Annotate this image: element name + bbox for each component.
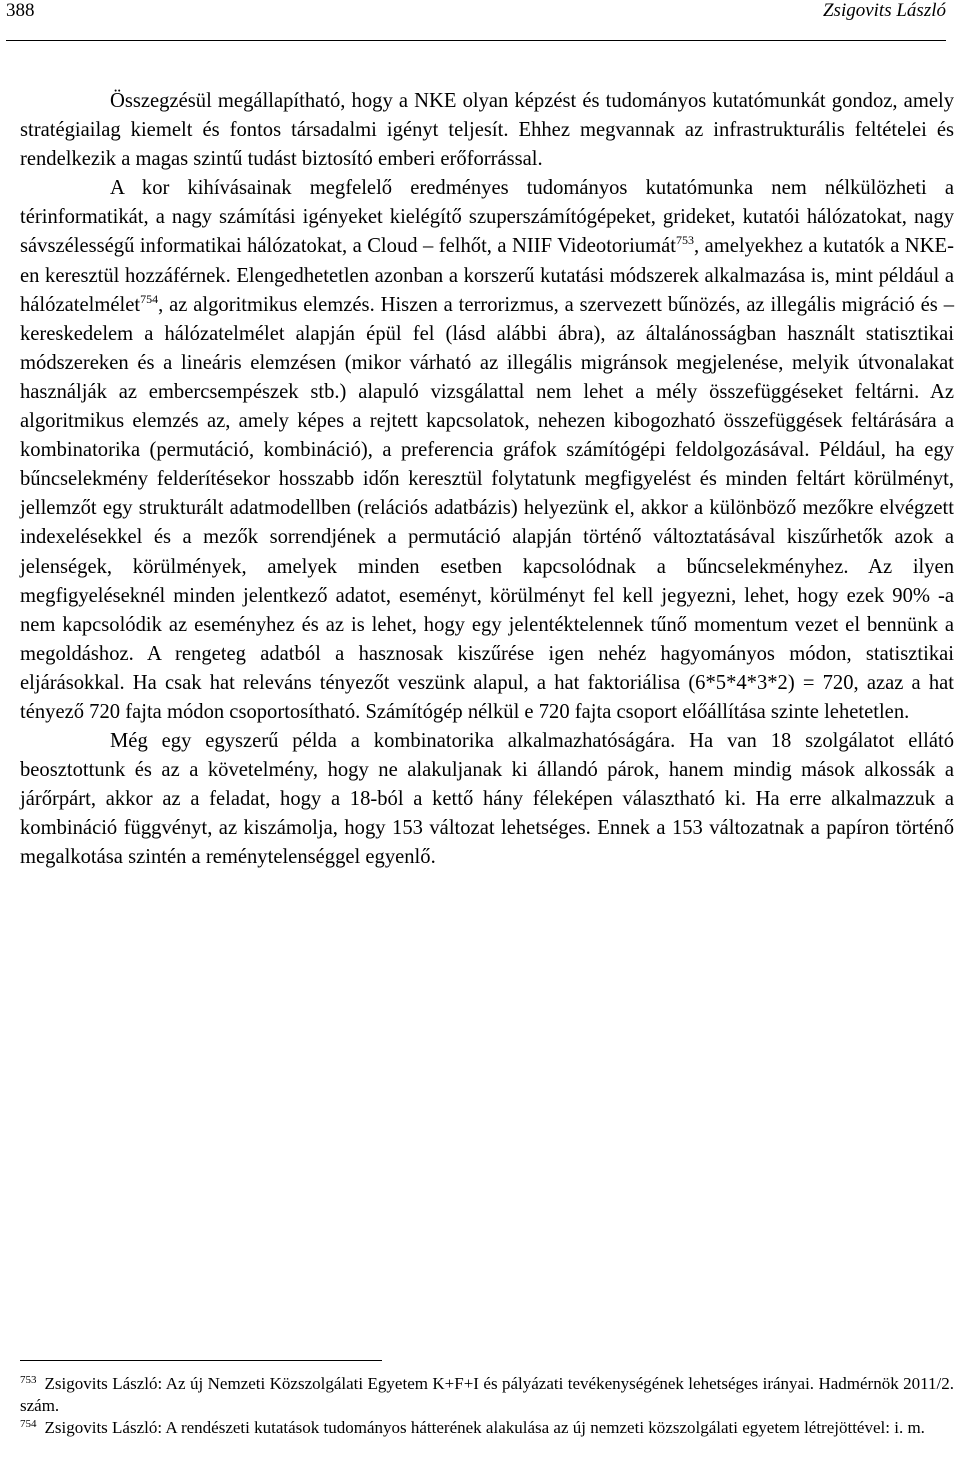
footnote-number: 754 (20, 1418, 37, 1430)
paragraph-text: , amelyekhez a kutatók a NKE-en keresztül hozzáférnek. Elengedhetetlen azonban a korszerű kutatási módszerek alkalmazása is, mint például a hálózatelmélet (20, 235, 954, 316)
paragraph-text: A kor kihívásainak megfelelő eredményes tudományos kutatómunka nem nélkülözheti a térinformatikát, a nagy számítási igényeket kielégítő szuperszámítógépeket, grideket, kutatói hálózatokat, nagy sávszélességű informatikai hálózatokat, a Cloud – felhőt, a NIIF Videotoriumát (20, 177, 954, 258)
paragraph-text: Összegzésül megállapítható, hogy a NKE olyan képzést és tudományos kutatómunkát gondoz, amely stratégiailag kiemelt és fontos társadalmi igényt teljesít. Ehhez megvannak az infrastrukturális feltételei és rendelkezik a magas szintű tudást biztosító emberi erőforrással. (20, 90, 954, 171)
page-header (6, 0, 946, 41)
footnote-reference[interactable]: 753 (675, 233, 694, 248)
paragraph-text: , az algoritmikus elemzés. Hiszen a terrorizmus, a szervezett bűnözés, az illegális migráció és –kereskedelem a hálózatelmélet alapján épül fel (lásd alábbi ábra), az általánosságban használt statisztikai módszereken és a lineáris elemzésen (mikor várható az illegális migránsok megjelenése, melyik útvonalakat használják az embercsempészek stb.) alapuló vizsgálattal nem lehet a mély összefüggéseket feltárni. Az algoritmikus elemzés az, amely képes a rejtett kapcsolatok, nehezen kibogozható összefüggések feltárására a kombinatorika (permutáció, kombináció), a preferencia gráfok számítógépi feldolgozásával. Például, ha egy bűncselekmény felderítésekor hosszabb időn keresztül folytatunk megfigyelést és minden feltárt körülményt, jellemzőt egy strukturált adatmodellben (relációs adatbázis) helyezünk el, akkor a különböző mezőkre elvégzett indexelésekkel és a mezők sorrendjének a permutáció alapján történő változtatásával kiszűrhetők azok a jelenségek, körülmények, amelyek minden esetben kapcsolódnak a bűncselekményhez. Az ilyen megfigyeléseknél minden jelentkező adatot, eseményt, körülményt fel kell jegyezni, lehet, hogy ezek 90% -a nem kapcsolódik az eseményhez és az is lehet, hogy egy jelentéktelennek tűnő momentum vezet el bennünk a megoldáshoz. A rengeteg adatból a hasznosak kiszűrése igen nehéz hagyományos módon, statisztikai eljárásokkal. Ha csak hat releváns tényezőt veszünk alapul, a hat faktoriálisa (6*5*4*3*2) = 720, azaz a hat tényező 720 fajta módon csoportosítható. Számítógép nélkül e 720 fajta csoport előállítása szinte lehetetlen. (20, 293, 954, 723)
footnote (20, 1373, 954, 1417)
footnotes (20, 1373, 954, 1439)
footnote-separator (20, 1360, 382, 1361)
running-head-author: Zsigovits László (822, 0, 946, 21)
paragraph (20, 87, 954, 174)
footnote (20, 1417, 954, 1439)
page-number: 388 (6, 0, 35, 21)
paragraph-text: Még egy egyszerű példa a kombinatorika alkalmazhatóságára. Ha van 18 szolgálatot ellátó beosztottunk és az a követelmény, hogy ne alakuljanak ki állandó párok, hanem mindig mások alkossák a járőrpárt, akkor az a feladat, hogy a 18-ból a kettő hány féleképen választható ki. Ha erre alkalmazzuk a kombináció függvényt, az kiszámolja, hogy 153 változat lehetséges. Ennek a 153 változatnak a papíron történő megalkotása szintén a reménytelenséggel egyenlő. (20, 730, 954, 869)
footnote-reference[interactable]: 754 (140, 291, 159, 306)
paragraph (20, 174, 954, 727)
footnote-number: 753 (20, 1374, 37, 1386)
footnote-text: Zsigovits László: A rendészeti kutatások tudományos hátterének alakulása az új nemzeti közszolgálati egyetem létrejöttével: i. m. (44, 1418, 925, 1437)
body-text (20, 87, 954, 873)
paragraph (20, 727, 954, 872)
footnote-text: Zsigovits László: Az új Nemzeti Közszolgálati Egyetem K+F+I és pályázati tevékenységének lehetséges irányai. Hadmérnök 2011/2. szám. (20, 1374, 954, 1415)
